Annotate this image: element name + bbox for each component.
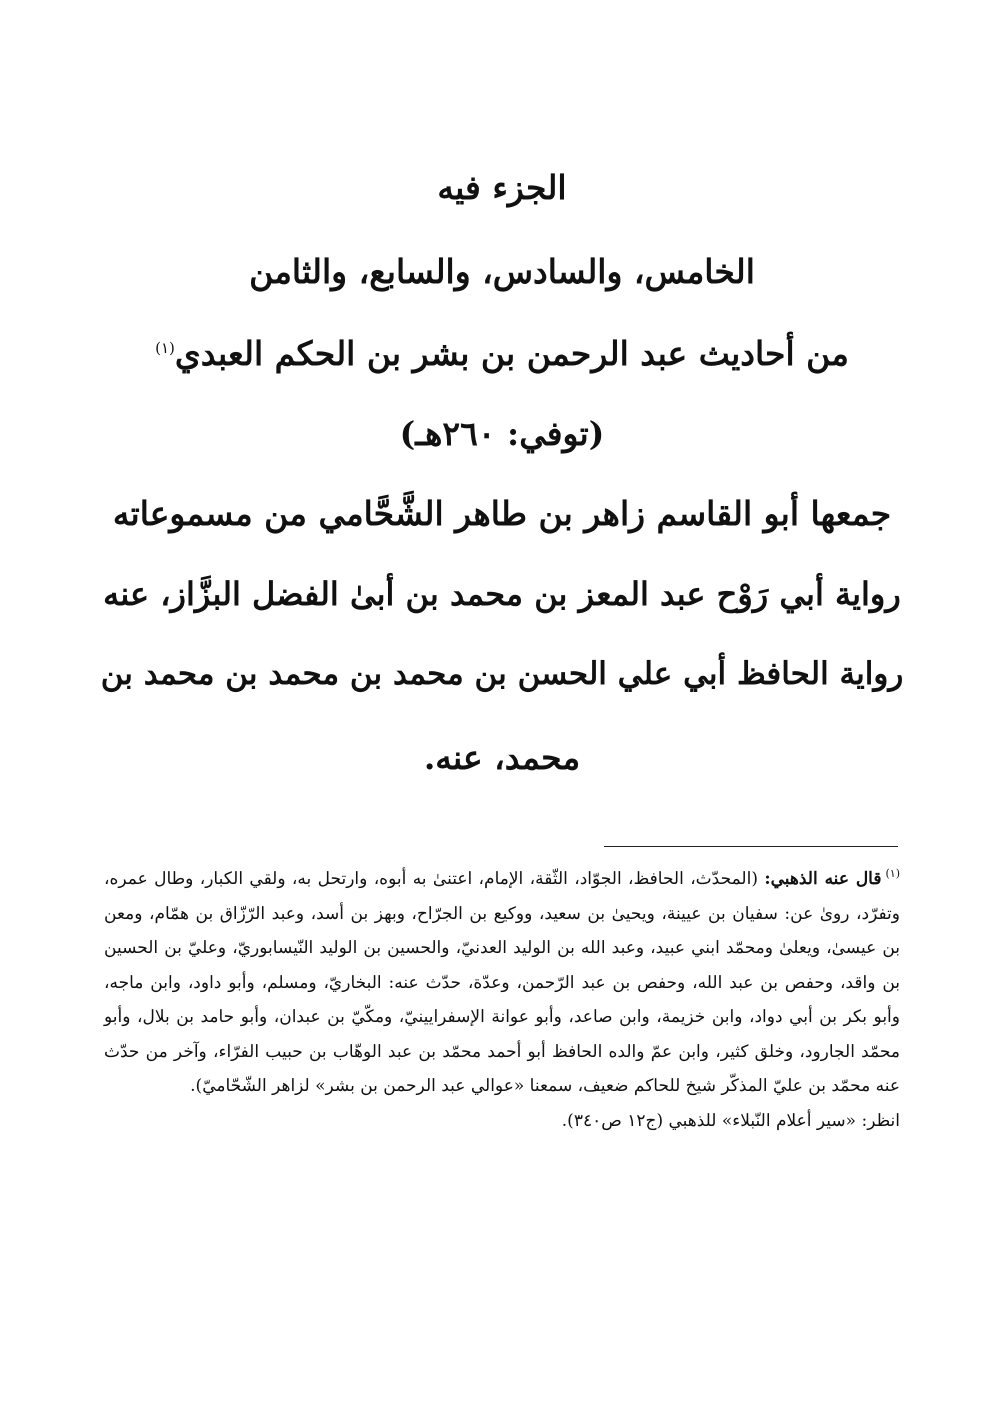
title-block — [100, 168, 904, 778]
footnote-lead: قال عنه الذهبي: — [764, 869, 882, 889]
footnote-mark: (١) — [885, 867, 901, 881]
title-line-3-text: من أحاديث عبد الرحمن بن بشر بن الحكم العبدي — [174, 334, 849, 373]
title-line-2: الخامس، والسادس، والسابع، والثامن — [249, 252, 755, 291]
footnote-1 — [104, 862, 900, 1104]
footnote-text: (المحدّث، الحافظ، الجوّاد، الثّقة، الإمام، اعتنىٰ به أبوه، وارتحل به، ولقي الكبار، وطال عمره، وتفرّد، روىٰ عن: سفيان بن عيينة، ويحيىٰ بن سعيد، ووكيع بن الجرّاح، وبهز بن أسد، وعبد الرّزّاق بن همّام، ومعن بن عيسىٰ، ويعلىٰ ومحمّد ابني عبيد، وعبد الله بن الوليد العدنيّ، والحسين بن الوليد النّيسابوريّ، وعليّ بن الحسين بن واقد، وحفص بن عبد الله، وحفص بن عبد الرّحمن، وعدّة، حدّث عنه: البخاريّ، ومسلم، وأبو داود، وابن ماجه، وأبو بكر بن أبي دواد، وابن خزيمة، وابن صاعد، وأبو عوانة الإسفرايينيّ، ومكّيّ بن عبدان، وأبو حامد بن بلال، وأبو محمّد الجارود، وخلق كثير، وابن عمّ والده الحافظ أبو أحمد محمّد بن عبد الوهّاب بن حبيب الفرّاء، وآخر من حدّث عنه محمّد بن عليّ المذكّر شيخ للحاكم ضعيف، سمعنا «عوالي عبد الرحمن بن بشر» لزاهر الشّحّاميّ). — [104, 869, 900, 1096]
footnote-separator — [604, 846, 898, 847]
title-line-5: جمعها أبو القاسم زاهر بن طاهر الشَّحَّامي من مسموعاته — [112, 494, 892, 533]
title-line-3 — [100, 334, 904, 374]
title-line-8: محمد، عنه. — [423, 738, 581, 777]
title-line-7: رواية الحافظ أبي علي الحسن بن محمد بن محمد بن محمد بن — [100, 656, 904, 692]
title-line-6: رواية أبي رَوْح عبد المعز بن محمد بن أبىٰ الفضل البزَّاز، عنه — [103, 575, 901, 613]
footnote-reference: (١) — [155, 339, 175, 357]
title-line-4: (توفي: ٢٦٠هـ) — [399, 414, 605, 453]
footnotes — [104, 862, 900, 1138]
footnote-see-also: انظر: «سير أعلام النّبلاء» للذهبي (ج١٢ ص٣٤٠). — [561, 1110, 900, 1131]
title-line-1: الجزء فيه — [437, 168, 567, 207]
